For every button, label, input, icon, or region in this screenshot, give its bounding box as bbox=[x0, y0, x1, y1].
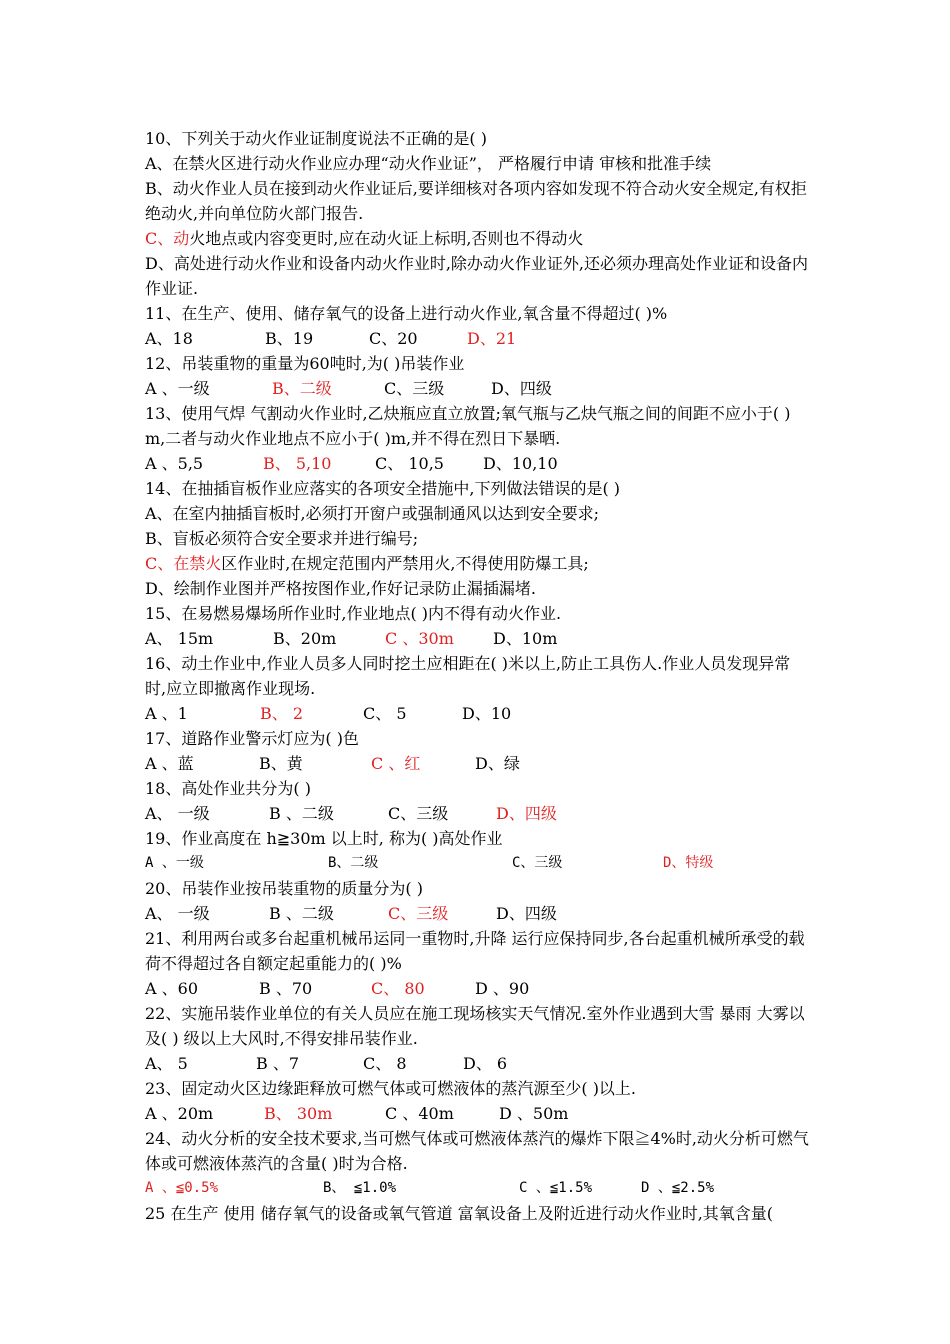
question-11-options bbox=[145, 326, 810, 351]
option-d: D、四级 bbox=[491, 379, 552, 398]
option-b: B 、70 bbox=[259, 979, 313, 998]
question-16-stem: 16、动土作业中,作业人员多人同时挖土应相距在( )米以上,防止工具伤人.作业人员发现异常时,应立即撤离作业现场. bbox=[145, 654, 791, 698]
question-14-option-c bbox=[145, 551, 810, 576]
question-16-options bbox=[145, 701, 810, 726]
option-a: A、 一级 bbox=[145, 804, 210, 823]
option-a: A 、5,5 bbox=[145, 454, 204, 473]
option-c-answer: C 、30m bbox=[385, 629, 454, 648]
option-a-answer: A 、≦0.5% bbox=[145, 1180, 219, 1196]
option-b-answer: B、 5,10 bbox=[263, 454, 332, 473]
question-20-options bbox=[145, 901, 810, 926]
option-c: C、三级 bbox=[388, 804, 449, 823]
question-10-option-d: D、高处进行动火作业和设备内动火作业时,除办动火作业证外,还必须办理高处作业证和设备内作业证. bbox=[145, 254, 809, 298]
option-a: A 、1 bbox=[145, 704, 188, 723]
option-d-answer: D、特级 bbox=[663, 855, 714, 871]
question-25-stem: 25 在生产 使用 储存氧气的设备或氧气管道 富氧设备上及附近进行动火作业时,其氧含量( bbox=[145, 1204, 774, 1223]
option-b: B、 ≦1.0% bbox=[323, 1180, 397, 1196]
option-b: B、黄 bbox=[259, 754, 303, 773]
answer-highlight: C、动 bbox=[145, 229, 190, 248]
question-10-option-c bbox=[145, 226, 810, 251]
question-15-options bbox=[145, 626, 810, 651]
option-c: C、20 bbox=[369, 329, 418, 348]
question-18-options bbox=[145, 801, 810, 826]
option-b: B 、二级 bbox=[269, 904, 334, 923]
question-13-options bbox=[145, 451, 810, 476]
option-a: A 、蓝 bbox=[145, 754, 194, 773]
option-d: D、10m bbox=[493, 629, 558, 648]
option-d: D 、50m bbox=[499, 1104, 569, 1123]
option-d-answer: D、四级 bbox=[496, 804, 557, 823]
question-19-stem: 19、作业高度在 h≧30m 以上时, 称为( )高处作业 bbox=[145, 829, 503, 848]
question-17-options bbox=[145, 751, 810, 776]
option-c: C 、≦1.5% bbox=[519, 1180, 593, 1196]
question-24-options bbox=[145, 1176, 810, 1201]
option-b: B、19 bbox=[265, 329, 314, 348]
option-d: D、绿 bbox=[475, 754, 520, 773]
question-14-stem: 14、在抽插盲板作业应落实的各项安全措施中,下列做法错误的是( ) bbox=[145, 479, 621, 498]
option-d: D 、≦2.5% bbox=[641, 1180, 715, 1196]
question-19-options bbox=[145, 851, 810, 876]
option-a: A、 一级 bbox=[145, 904, 210, 923]
option-c: C、三级 bbox=[384, 379, 445, 398]
question-22-options bbox=[145, 1051, 810, 1076]
question-12-stem: 12、吊装重物的重量为60吨时,为( )吊装作业 bbox=[145, 354, 465, 373]
option-a: A、 5 bbox=[145, 1054, 188, 1073]
question-14-option-b: B、盲板必须符合安全要求并进行编号; bbox=[145, 529, 419, 548]
option-d: D、 6 bbox=[463, 1054, 508, 1073]
option-c: C、三级 bbox=[512, 855, 563, 871]
option-a: A 、20m bbox=[145, 1104, 214, 1123]
option-d: D、10 bbox=[462, 704, 512, 723]
option-b: B、20m bbox=[273, 629, 337, 648]
option-text: 区作业时,在规定范围内严禁用火,不得使用防爆工具; bbox=[221, 554, 589, 573]
question-10-stem: 10、下列关于动火作业证制度说法不正确的是( ) bbox=[145, 129, 487, 148]
question-17-stem: 17、道路作业警示灯应为( )色 bbox=[145, 729, 359, 748]
option-a: A、 15m bbox=[145, 629, 214, 648]
option-b: B 、二级 bbox=[269, 804, 334, 823]
option-a: A 、60 bbox=[145, 979, 199, 998]
question-12-options bbox=[145, 376, 810, 401]
option-b-answer: B、二级 bbox=[272, 379, 332, 398]
option-b-answer: B、 2 bbox=[260, 704, 304, 723]
option-d: D、10,10 bbox=[483, 454, 558, 473]
option-d-answer: D、21 bbox=[467, 329, 517, 348]
option-a: A 、一级 bbox=[145, 855, 204, 871]
option-c: C、 8 bbox=[363, 1054, 407, 1073]
option-d: D、四级 bbox=[496, 904, 557, 923]
option-c: C 、40m bbox=[385, 1104, 454, 1123]
answer-highlight: C、在禁火 bbox=[145, 554, 222, 573]
option-c: C、 5 bbox=[363, 704, 407, 723]
option-b-answer: B、 30m bbox=[264, 1104, 333, 1123]
option-c-answer: C、三级 bbox=[388, 904, 449, 923]
question-14-option-a: A、在室内抽插盲板时,必须打开窗户或强制通风以达到安全要求; bbox=[145, 504, 600, 523]
question-18-stem: 18、高处作业共分为( ) bbox=[145, 779, 311, 798]
question-10-option-a: A、在禁火区进行动火作业应办理“动火作业证”， 严格履行申请 审核和批准手续 bbox=[145, 154, 712, 173]
option-c-answer: C、 80 bbox=[371, 979, 425, 998]
option-text: 火地点或内容变更时,应在动火证上标明,否则也不得动火 bbox=[189, 229, 584, 248]
question-20-stem: 20、吊装作业按吊装重物的质量分为( ) bbox=[145, 879, 423, 898]
option-a: A、18 bbox=[145, 329, 193, 348]
option-c-answer: C 、红 bbox=[371, 754, 421, 773]
question-22-stem: 22、实施吊装作业单位的有关人员应在施工现场核实天气情况.室外作业遇到大雪 暴雨 大雾以及( ) 级以上大风时,不得安排吊装作业. bbox=[145, 1004, 805, 1048]
question-24-stem: 24、动火分析的安全技术要求,当可燃气体或可燃液体蒸汽的爆炸下限≧4%时,动火分析可燃气体或可燃液体蒸汽的含量( )时为合格. bbox=[145, 1129, 809, 1173]
question-10-option-b: B、动火作业人员在接到动火作业证后,要详细核对各项内容如发现不符合动火安全规定,有权拒绝动火,并向单位防火部门报告. bbox=[145, 179, 807, 223]
question-21-stem: 21、利用两台或多台起重机械吊运同一重物时,升降 运行应保持同步,各台起重机械所承受的载荷不得超过各自额定起重能力的( )% bbox=[145, 929, 805, 973]
question-23-options bbox=[145, 1101, 810, 1126]
option-a: A 、一级 bbox=[145, 379, 210, 398]
option-c: C、 10,5 bbox=[375, 454, 444, 473]
option-b: B、二级 bbox=[328, 855, 379, 871]
question-14-option-d: D、绘制作业图并严格按图作业,作好记录防止漏插漏堵. bbox=[145, 579, 537, 598]
question-21-options bbox=[145, 976, 810, 1001]
question-11-stem: 11、在生产、使用、储存氧气的设备上进行动火作业,氧含量不得超过( )% bbox=[145, 304, 668, 323]
option-d: D 、90 bbox=[475, 979, 530, 998]
question-15-stem: 15、在易燃易爆场所作业时,作业地点( )内不得有动火作业. bbox=[145, 604, 562, 623]
option-b: B 、7 bbox=[256, 1054, 300, 1073]
question-23-stem: 23、固定动火区边缘距释放可燃气体或可燃液体的蒸汽源至少( )以上. bbox=[145, 1079, 637, 1098]
question-13-stem: 13、使用气焊 气割动火作业时,乙炔瓶应直立放置;氧气瓶与乙炔气瓶之间的间距不应小于( ) m,二者与动火作业地点不应小于( )m,并不得在烈日下暴晒. bbox=[145, 404, 791, 448]
